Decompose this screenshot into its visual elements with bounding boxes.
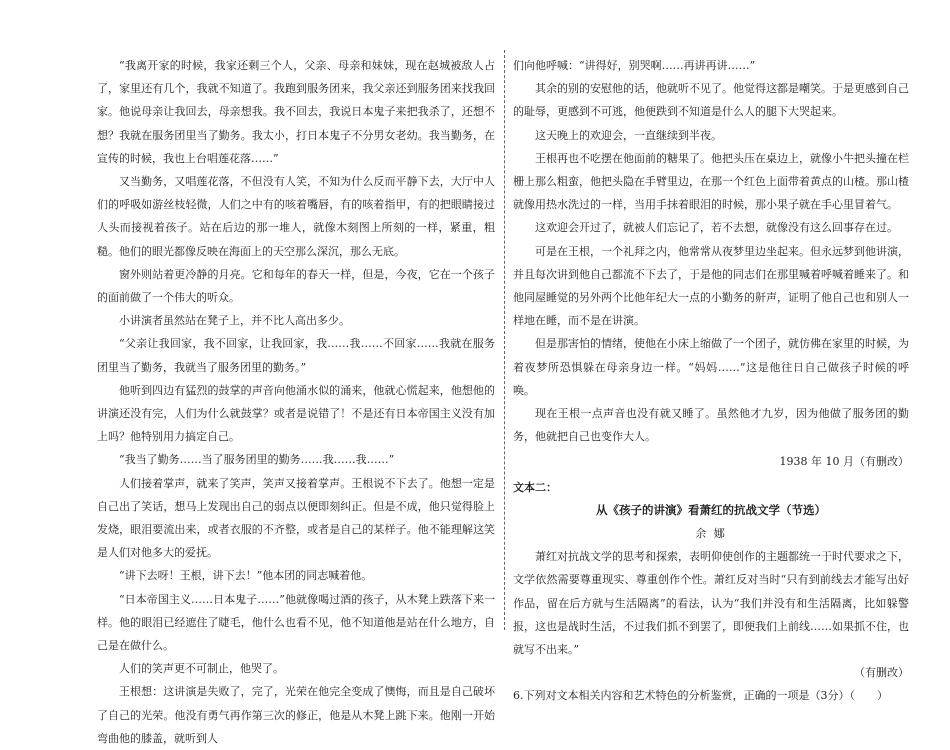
- paragraph: “我当了勤务……当了服务团里的勤务……我……我……”: [119, 453, 395, 467]
- paragraph: “父亲让我回家，我不回家，让我回家，我……我……不回家……我就在服务团里当了勤务，我就当了服务团里的勤务。”: [97, 337, 495, 374]
- right-column: [513, 54, 909, 708]
- paragraph: 小讲演者虽然站在凳子上，并不比人高出多少。: [119, 314, 350, 328]
- paragraph: “讲下去呀！王根，讲下去！”他本团的同志喊着他。: [119, 569, 373, 583]
- left-column: [97, 54, 495, 750]
- paragraph: 人们接着掌声，就来了笑声，笑声又接着掌声。王根说不下去了。他想一定是自己出了笑话，想马上发现出自己的弱点以便即刻纠正。但是不成，他只觉得脸上发烧，眼泪要流出来，或者衣服的不齐整，或者是自己的某样子。他不能理解这笑是人们对他多大的爱抚。: [97, 476, 495, 560]
- paragraph: 其余的别的安慰他的话，他就听不见了。他觉得这都是嘲笑。于是更感到自己的耻辱，更感到不可逃，他便跌到不知道是什么人的腿下大哭起来。: [513, 82, 909, 119]
- abridged-note: （有删改）: [854, 666, 909, 680]
- paragraph: 现在王根一点声音也没有就又睡了。虽然他才九岁，因为他做了服务团的勤务，他就把自己也变作大人。: [513, 407, 909, 444]
- paragraph: 这天晚上的欢迎会，一直继续到半夜。: [535, 128, 722, 142]
- paragraph: “我离开家的时候，我家还剩三个人，父亲、母亲和妹妹，现在赵城被敌人占了，家里还有几个，我就不知道了。我跑到服务团来，我父亲还到服务团来找我回家。他说母亲让我回去，母亲想我。我不回去，我说日本鬼子来把我杀了，还想不想？我就在服务团里当了勤务。我太小，打日本鬼子不分男女老幼。我当勤务，在宣传的时候，我也上台唱莲花落……”: [97, 59, 495, 165]
- text2-label: 文本二：: [513, 480, 557, 494]
- paragraph: “日本帝国主义……日本鬼子……”他就像喝过酒的孩子，从木凳上跌落下来一样。他的眼泪已经遮住了睫毛，他什么也看不见，他不知道他是站在什么地方，自己是在做什么。: [97, 592, 495, 653]
- text2-title: 从《孩子的讲演》看萧红的抗战文学（节选）: [596, 502, 826, 517]
- paragraph: 他听到四边有猛烈的鼓掌的声音向他涌水似的涌来，他就心慌起来，他想他的讲演还没有完，人们为什么就鼓掌？或者是说错了！不是还有日本帝国主义没有加上吗？他特别用力搞定自己。: [97, 383, 495, 444]
- paragraph: 人们的笑声更不可制止，他哭了。: [119, 662, 284, 676]
- question-6: 6.下列对文本相关内容和艺术特色的分析鉴赏，正确的一项是（3分）（ ）: [513, 689, 888, 703]
- paragraph: 们向他呼喊：“讲得好，别哭啊……再讲再讲……”: [513, 59, 756, 72]
- paragraph: 萧红对抗战文学的思考和探索，表明仰使创作的主题都统一于时代要求之下，文学依然需要尊重现实、尊重创作个性。萧红反对当时“只有到前线去才能写出好作品，留在后方就与生活隔离”的看法，认为“我们并没有和生活隔离，比如躲警报，这也是战时生活，不过我们抓不到罢了，即便我们上前线……如果抓不住，也就写不出来。”: [513, 550, 909, 657]
- paragraph: 这欢迎会开过了，就被人们忘记了，若不去想，就像没有这么回事存在过。: [535, 221, 898, 235]
- paragraph: 王根再也不吃摆在他面前的糖果了。他把头压在桌边上，就像小牛把头撞在栏栅上那么粗蛮，他把头隐在手臂里边，在那一个红色上面带着黄点的山楂。那山楂就像用热水洗过的一样，当用手抹着眼泪的时候，那小果子就在手心里冒着气。: [513, 151, 909, 212]
- column-divider: [504, 50, 505, 630]
- paragraph: 但是那害怕的情绪，使他在小床上缩做了一个团子，就仿佛在家里的时候，为着夜梦所恐惧躲在母亲身边一样。“妈妈……”这是他往日自己做孩子时候的呼唤。: [513, 337, 909, 397]
- paragraph: 窗外则站着更冷静的月亮。它和每年的春天一样，但是，今夜，它在一个孩子的面前做了一个伟大的听众。: [97, 267, 495, 305]
- paragraph: 王根想：这讲演是失败了，完了，光荣在他完全变成了懊悔，而且是自己破坏了自己的光荣。他没有勇气再作第三次的修正，他是从木凳上跳下来。他刚一开始弯曲他的膝盖，就听到人: [97, 685, 495, 745]
- text2-author: 余 娜: [695, 527, 727, 541]
- paragraph: 可是在王根，一个礼拜之内，他常常从夜梦里边坐起来。但永远梦到他讲演，并且每次讲到他自己都流不下去了，于是他的同志们在那里喊着呼喊着睡来了。和他同屋睡觉的另外两个比他年纪大一点的小勤务的鼾声，证明了他自己也和别人一样地在睡，而不是在讲演。: [513, 244, 909, 328]
- paragraph: 又当勤务，又唱莲花落，不但没有人笑，不知为什么反而平静下去，大厅中人们的呼吸如游丝枝轻微，人们之中有的咳着嘴唇，有的咳着指甲，有的把眼睛接过人头而接视着孩子。站在后边的那一堆人，就像木刻图上所刻的一样，紧重，粗糙。他们的眼光都像反映在海面上的天空那么深沉，那么无底。: [97, 175, 495, 258]
- date-note: 1938 年 10 月（有删改）: [779, 455, 909, 469]
